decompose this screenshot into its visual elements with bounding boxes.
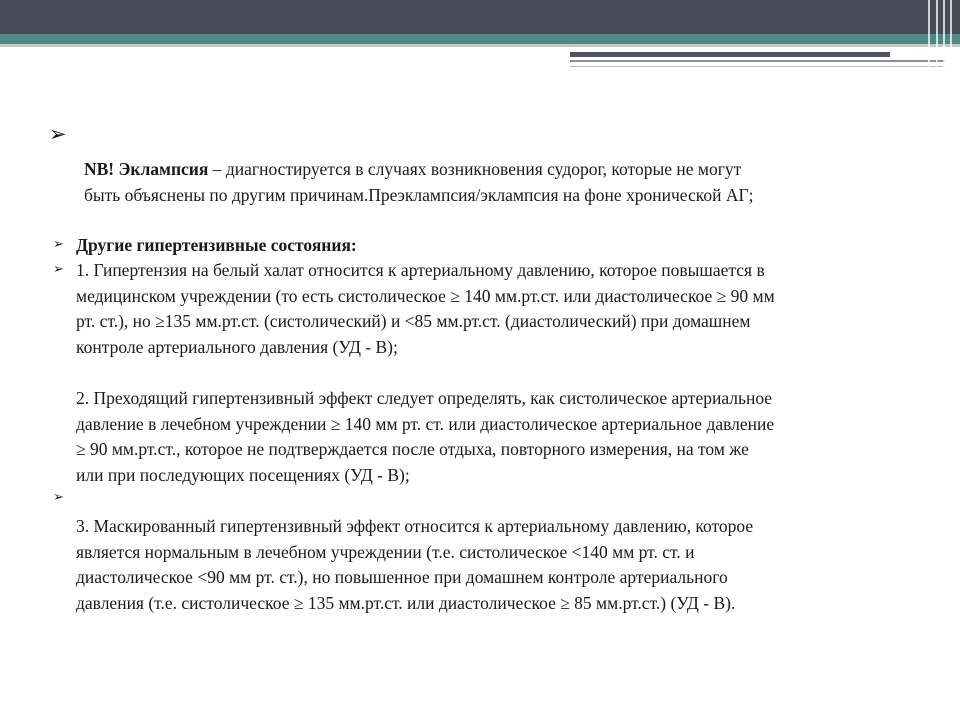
header-stripe	[936, 0, 938, 72]
header-stripe	[928, 0, 930, 72]
header-band-teal	[0, 34, 960, 44]
list-item-line: 2. Преходящий гипертензивный эффект следует определять, как систолическое артериальное	[76, 388, 773, 408]
nb-eclampsia-paragraph	[84, 157, 924, 208]
nb-label: NB! Эклампсия	[84, 159, 209, 179]
list-item-masked	[76, 514, 936, 617]
nb-line-2: быть объяснены по другим причинам.Преэклампсия/эклампсия на фоне хронической АГ;	[84, 184, 754, 205]
list-item-line: давления (т.е. систолическое ≥ 135 мм.рт.ст. или диастолическое ≥ 85 мм.рт.ст.) (УД - В).	[76, 593, 736, 614]
nb-line-1	[84, 157, 924, 183]
header-accent-line	[570, 60, 945, 62]
list-item-line: контроле артериального давления (УД - В);	[76, 337, 398, 358]
list-item-line: или при последующих посещениях (УД - В);	[76, 465, 410, 486]
nb-text-1: – диагностируется в случаях возникновения судорог, которые не могут	[208, 159, 742, 179]
list-item-line: давление в лечебном учреждении ≥ 140 мм рт. ст. или диастолическое артериальное давление	[76, 413, 775, 434]
list-item-line: является нормальным в лечебном учреждении (т.е. систолическое <140 мм рт. ст. и	[76, 541, 695, 562]
list-item-white-coat	[76, 258, 936, 361]
header-stripe	[950, 0, 952, 72]
header-accent-thin-line	[570, 66, 945, 67]
arrow-bullet-icon: ➢	[53, 237, 64, 252]
list-item-line: ≥ 90 мм.рт.ст., которое не подтверждается после отдыха, повторного измерения, на том же	[76, 439, 749, 460]
arrow-bullet-icon: ➢	[49, 122, 67, 146]
arrow-bullet-icon: ➢	[53, 262, 64, 277]
arrow-bullet-icon: ➢	[53, 490, 64, 505]
header-band-dark	[0, 0, 960, 34]
list-item-transient	[76, 386, 936, 489]
list-item-line: медицинском учреждении (то есть систолическое ≥ 140 мм.рт.ст. или диастолическое ≥ 90 мм	[76, 285, 775, 306]
list-item-line: рт. ст.), но ≥135 мм.рт.ст. (систолический) и <85 мм.рт.ст. (диастолический) при домашнем	[76, 311, 751, 332]
list-item-line: 1. Гипертензия на белый халат относится к артериальному давлению, которое повышается в	[76, 260, 765, 280]
header-stripe	[943, 0, 945, 72]
list-item-line: диастолическое <90 мм рт. ст.), но повышенное при домашнем контроле артериального	[76, 567, 728, 588]
header-accent-bar	[570, 52, 890, 57]
list-item-line: 3. Маскированный гипертензивный эффект относится к артериальному давлению, которое	[76, 516, 754, 536]
section-heading: Другие гипертензивные состояния:	[76, 235, 357, 255]
header-band-gray	[0, 44, 960, 47]
